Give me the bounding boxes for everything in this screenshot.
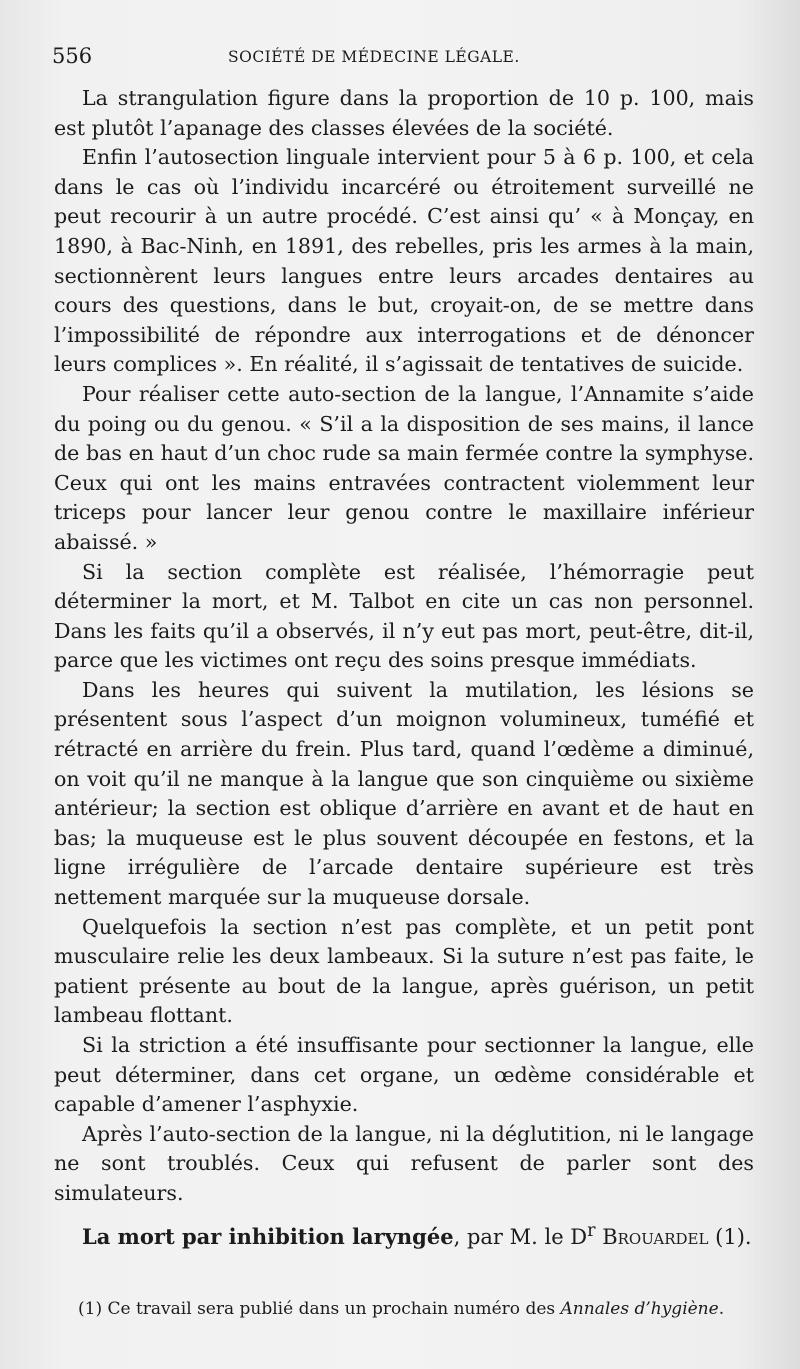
paragraph: Pour réaliser cette auto-section de la langue, l’Annamite s’aide du poing ou du genou. « S’il a la disposition de ses mains, il lance de bas en haut d’un choc rude sa main fermée contre la symphyse. Ceux qui ont les mains entravées contractent violemment leur triceps pour lancer leur genou contre le maxillaire inférieur abaissé. »: [54, 381, 754, 554]
section-heading: [54, 1216, 754, 1252]
page-header: [52, 44, 752, 74]
section-title: La mort par inhibition laryngée: [82, 1224, 454, 1249]
footnote-reference: (1).: [708, 1225, 752, 1249]
footnote: [54, 1298, 754, 1321]
paragraph: Quelquefois la section n’est pas complète, et un petit pont musculaire relie les deux lambeaux. Si la suture n’est pas faite, le patient présente au bout de la langue, après guérison, un petit lambeau flottant.: [54, 914, 754, 1028]
body-text: [54, 84, 754, 1209]
paragraph: Dans les heures qui suivent la mutilation, les lésions se présentent sous l’aspect d’un moignon volumineux, tuméfié et rétracté en arrière du frein. Plus tard, quand l’œdème a diminué, on voit qu’il ne manque à la langue que son cinquième ou sixième antérieur; la section est oblique d’arrière en avant et de haut en bas; la muqueuse est le plus souvent découpée en festons, et la ligne irrégulière de l’arcade dentaire supérieure est très nettement marquée sur la muqueuse dorsale.: [54, 677, 754, 910]
paragraph: La strangulation figure dans la proportion de 10 p. 100, mais est plutôt l’apanage des classes élevées de la société.: [54, 86, 754, 140]
running-head: SOCIÉTÉ DE MÉDECINE LÉGALE.: [228, 48, 520, 66]
section-byline-superscript: r: [587, 1221, 596, 1241]
section-author: Brouardel: [602, 1225, 709, 1249]
footnote-end: .: [718, 1299, 725, 1319]
footnote-text: (1) Ce travail sera publié dans un prochain numéro des: [78, 1299, 561, 1319]
paragraph: Si la section complète est réalisée, l’hémorragie peut déterminer la mort, et M. Talbot en cite un cas non personnel. Dans les faits qu’il a observés, il n’y eut pas mort, peut-être, dit-il, parce que les victimes ont reçu des soins presque immédiats.: [54, 559, 754, 673]
paragraph: Après l’auto-section de la langue, ni la déglutition, ni le langage ne sont troublés. Ceux qui refusent de parler sont des simulateurs.: [54, 1121, 754, 1205]
page-number: 556: [52, 44, 93, 68]
paragraph: Si la striction a été insuffisante pour sectionner la langue, elle peut déterminer, dans cet organe, un œdème considérable et capable d’amener l’asphyxie.: [54, 1033, 754, 1117]
section-byline: , par M. le D: [453, 1225, 588, 1249]
paragraph: Enfin l’autosection linguale intervient pour 5 à 6 p. 100, et cela dans le cas où l’individu incarcéré ou étroitement surveillé ne peut recourir à un autre procédé. C’est ainsi qu’ « à Monçay, en 1890, à Bac-Ninh, en 1891, des rebelles, pris les armes à la main, sectionnèrent leurs langues entre leurs arcades dentaires au cours des questions, dans le but, croyait-on, de se mettre dans l’impossibilité de répondre aux interrogations et de dénoncer leurs complices ». En réalité, il s’agissait de tentatives de suicide.: [54, 145, 754, 377]
footnote-journal-title: Annales d’hygiène: [560, 1299, 719, 1319]
